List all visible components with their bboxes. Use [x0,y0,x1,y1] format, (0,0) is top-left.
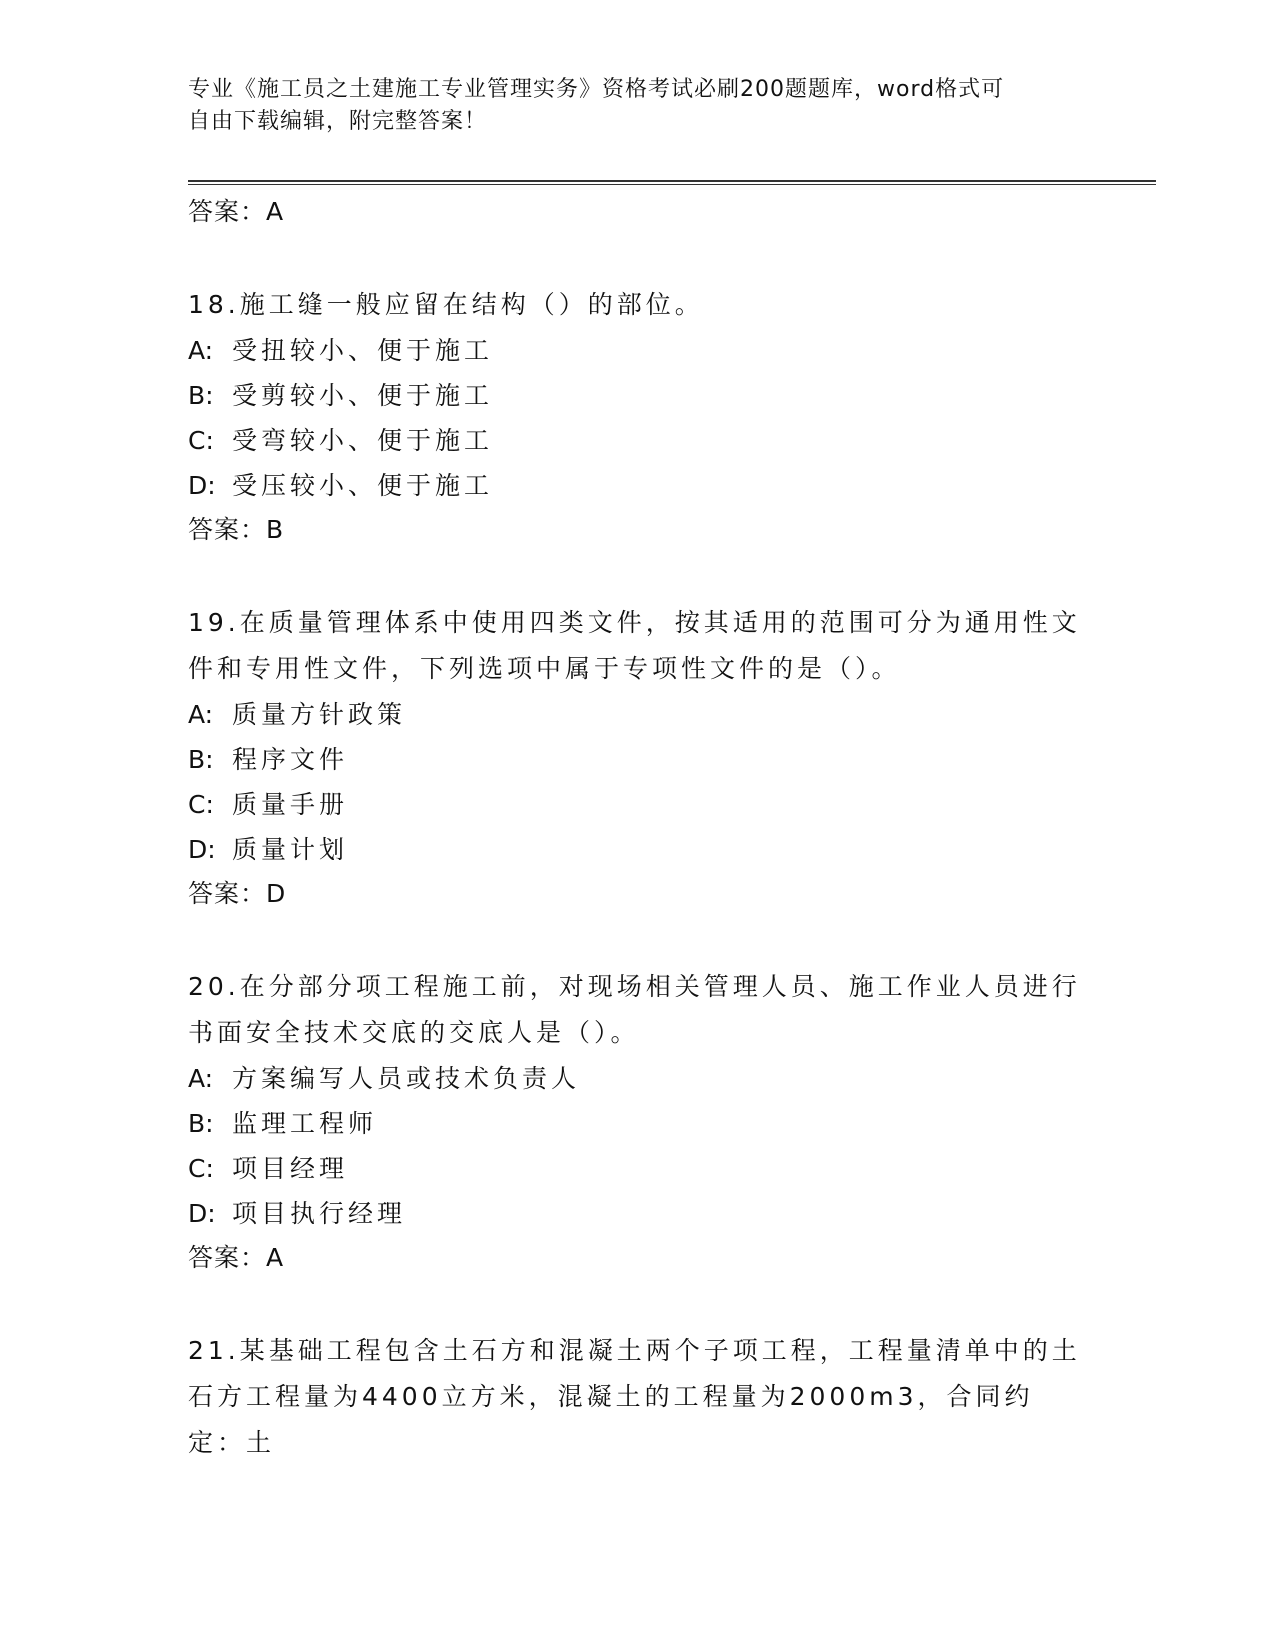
option-text: 程序文件 [232,745,349,774]
option-letter: B: [188,381,214,410]
option-d [188,827,1088,872]
question-21 [188,1328,1088,1466]
option-letter: A: [188,336,214,365]
question-stem-line-1: 20.在分部分项工程施工前，对现场相关管理人员、施工作业人员进行 [188,972,1081,1001]
question-18 [188,282,1088,552]
option-b [188,1101,1088,1146]
option-text: 受压较小、便于施工 [232,471,494,500]
option-letter: A: [188,700,214,729]
header-note-line-2: 自由下载编辑，附完整答案！ [188,109,488,134]
option-text: 方案编写人员或技术负责人 [232,1064,581,1093]
option-letter: C: [188,790,214,819]
answer-17: 答案：A [188,197,285,226]
option-d [188,1191,1088,1236]
option-text: 受弯较小、便于施工 [232,426,494,455]
option-a [188,1056,1088,1101]
answer-18: 答案：B [188,515,285,544]
option-c [188,1146,1088,1191]
answer-19: 答案：D [188,879,287,908]
header-divider [188,180,1156,185]
option-text: 监理工程师 [232,1109,378,1138]
option-d [188,463,1088,508]
option-a [188,328,1088,373]
option-b [188,373,1088,418]
option-a [188,692,1088,737]
question-stem-line-2: 书面安全技术交底的交底人是（）。 [188,1018,640,1047]
option-letter: A: [188,1064,214,1093]
option-letter: D: [188,471,216,500]
option-text: 受扭较小、便于施工 [232,336,494,365]
option-text: 质量方针政策 [232,700,407,729]
header-note-line-1: 专业《施工员之土建施工专业管理实务》资格考试必刷200题题库，word格式可 [188,77,1005,102]
option-text: 受剪较小、便于施工 [232,381,494,410]
option-letter: C: [188,1154,214,1183]
question-stem-line-1: 21.某基础工程包含土石方和混凝土两个子项工程，工程量清单中的土 [188,1336,1081,1365]
option-letter: B: [188,745,214,774]
question-list [188,190,1088,1466]
option-letter: D: [188,1199,216,1228]
option-letter: B: [188,1109,214,1138]
option-text: 质量计划 [232,835,349,864]
option-b [188,737,1088,782]
option-letter: C: [188,426,214,455]
option-c [188,418,1088,463]
option-text: 项目执行经理 [232,1199,407,1228]
question-stem-line-2: 石方工程量为4400立方米，混凝土的工程量为2000m3，合同约定：土 [188,1382,1034,1457]
header-note [188,74,1068,138]
option-text: 项目经理 [232,1154,349,1183]
question-20 [188,964,1088,1280]
question-stem-line-2: 件和专用性文件，下列选项中属于专项性文件的是（）。 [188,654,901,683]
answer-20: 答案：A [188,1243,285,1272]
option-letter: D: [188,835,216,864]
question-stem-line-1: 19.在质量管理体系中使用四类文件，按其适用的范围可分为通用性文 [188,608,1081,637]
option-c [188,782,1088,827]
question-19 [188,600,1088,916]
question-stem: 18.施工缝一般应留在结构（）的部位。 [188,290,704,319]
option-text: 质量手册 [232,790,349,819]
